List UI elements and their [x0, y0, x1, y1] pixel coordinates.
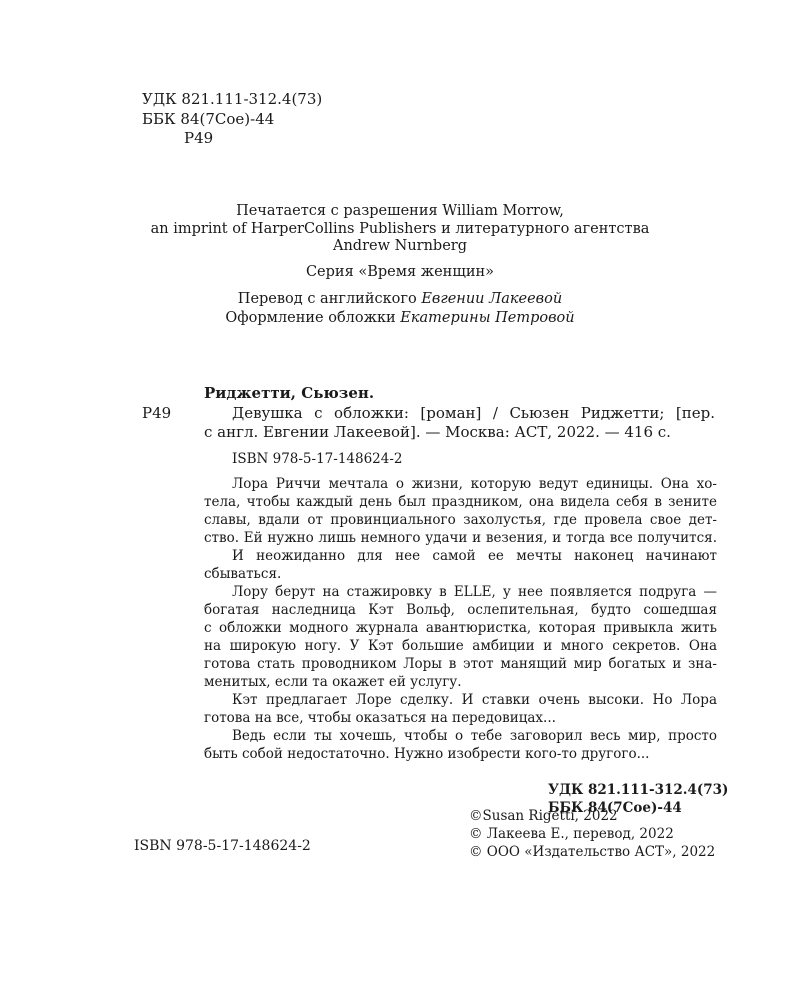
annotation-line: Кэт предлагает Лоре сделку. И ставки очень высоки. Но Лора — [232, 692, 717, 708]
annotation-line: быть собой недостаточно. Нужно изобрести кого-то другого... — [204, 746, 650, 762]
annotation-line: ство. Ей нужно лишь немного удачи и везения, и тогда все получится. — [204, 530, 717, 546]
annotation-line: И неожиданно для нее самой ее мечты наконец начинают — [232, 548, 717, 564]
permission-line-2: an imprint of HarperCollins Publishers и литературного агентства — [150, 221, 650, 237]
annotation-line: богатая наследница Кэт Вольф, ослепительная, будто сошедшая — [204, 602, 717, 618]
catalog-description-line-2: с англ. Евгении Лакеевой]. — Москва: АСТ, 2022. — 416 с. — [204, 423, 671, 441]
author-mark: Р49 — [184, 129, 214, 147]
annotation-line: сбываться. — [204, 566, 282, 582]
annotation-line: Ведь если ты хочешь, чтобы о тебе заговорил весь мир, просто — [232, 728, 717, 744]
cover-designer-name: Екатерины Петровой — [400, 310, 575, 326]
udk-code: УДК 821.111-312.4(73) — [142, 90, 323, 108]
copyright-line-2: © Лакеева Е., перевод, 2022 — [469, 826, 674, 842]
bbk-code: ББК 84(7Сое)-44 — [142, 110, 275, 128]
annotation-line: на широкую ногу. У Кэт большие амбиции и много секретов. Она — [204, 638, 717, 654]
annotation-line: тела, чтобы каждый день был праздником, она видела себя в зените — [204, 494, 717, 510]
bottom-udk-code: УДК 821.111-312.4(73) — [548, 782, 729, 798]
annotation-line: готова стать проводником Лоры в этот манящий мир богатых и зна- — [204, 656, 717, 672]
cover-credit — [0, 309, 800, 327]
bottom-isbn: ISBN 978-5-17-148624-2 — [134, 838, 311, 854]
catalog-author-mark: Р49 — [142, 404, 172, 422]
copyright-line-1: ©Susan Rigetti, 2022 — [469, 808, 618, 824]
catalog-isbn: ISBN 978-5-17-148624-2 — [232, 451, 403, 467]
annotation-line: Лора Риччи мечтала о жизни, которую ведут единицы. Она хо- — [232, 476, 717, 492]
annotation-line: славы, вдали от провинциального захолустья, где провела свое дет- — [204, 512, 717, 528]
permission-line-1: Печатается с разрешения William Morrow, — [236, 203, 564, 219]
translator-name: Евгении Лакеевой — [421, 291, 563, 307]
permission-line-3: Andrew Nurnberg — [333, 238, 467, 254]
annotation-line: Лору берут на стажировку в ELLE, у нее появляется подруга — — [232, 584, 717, 600]
catalog-description-line-1: Девушка с обложки: [роман] / Сьюзен Риджетти; [пер. — [232, 404, 715, 422]
annotation-line: с обложки модного журнала авантюристка, которая привыкла жить — [204, 620, 717, 636]
translation-label: Перевод с английского — [237, 291, 417, 307]
cover-label: Оформление обложки — [225, 310, 396, 326]
annotation-line: готова на все, чтобы оказаться на передовицах... — [204, 710, 556, 726]
copyright-line-3: © ООО «Издательство АСТ», 2022 — [469, 844, 716, 860]
bottom-bbk-code: ББК 84(7Сое)-44 — [548, 800, 682, 816]
catalog-heading: Риджетти, Сьюзен. — [204, 384, 375, 402]
series-line: Серия «Время женщин» — [305, 264, 495, 280]
translation-credit — [0, 290, 800, 308]
annotation-line: менитых, если та окажет ей услугу. — [204, 674, 462, 690]
